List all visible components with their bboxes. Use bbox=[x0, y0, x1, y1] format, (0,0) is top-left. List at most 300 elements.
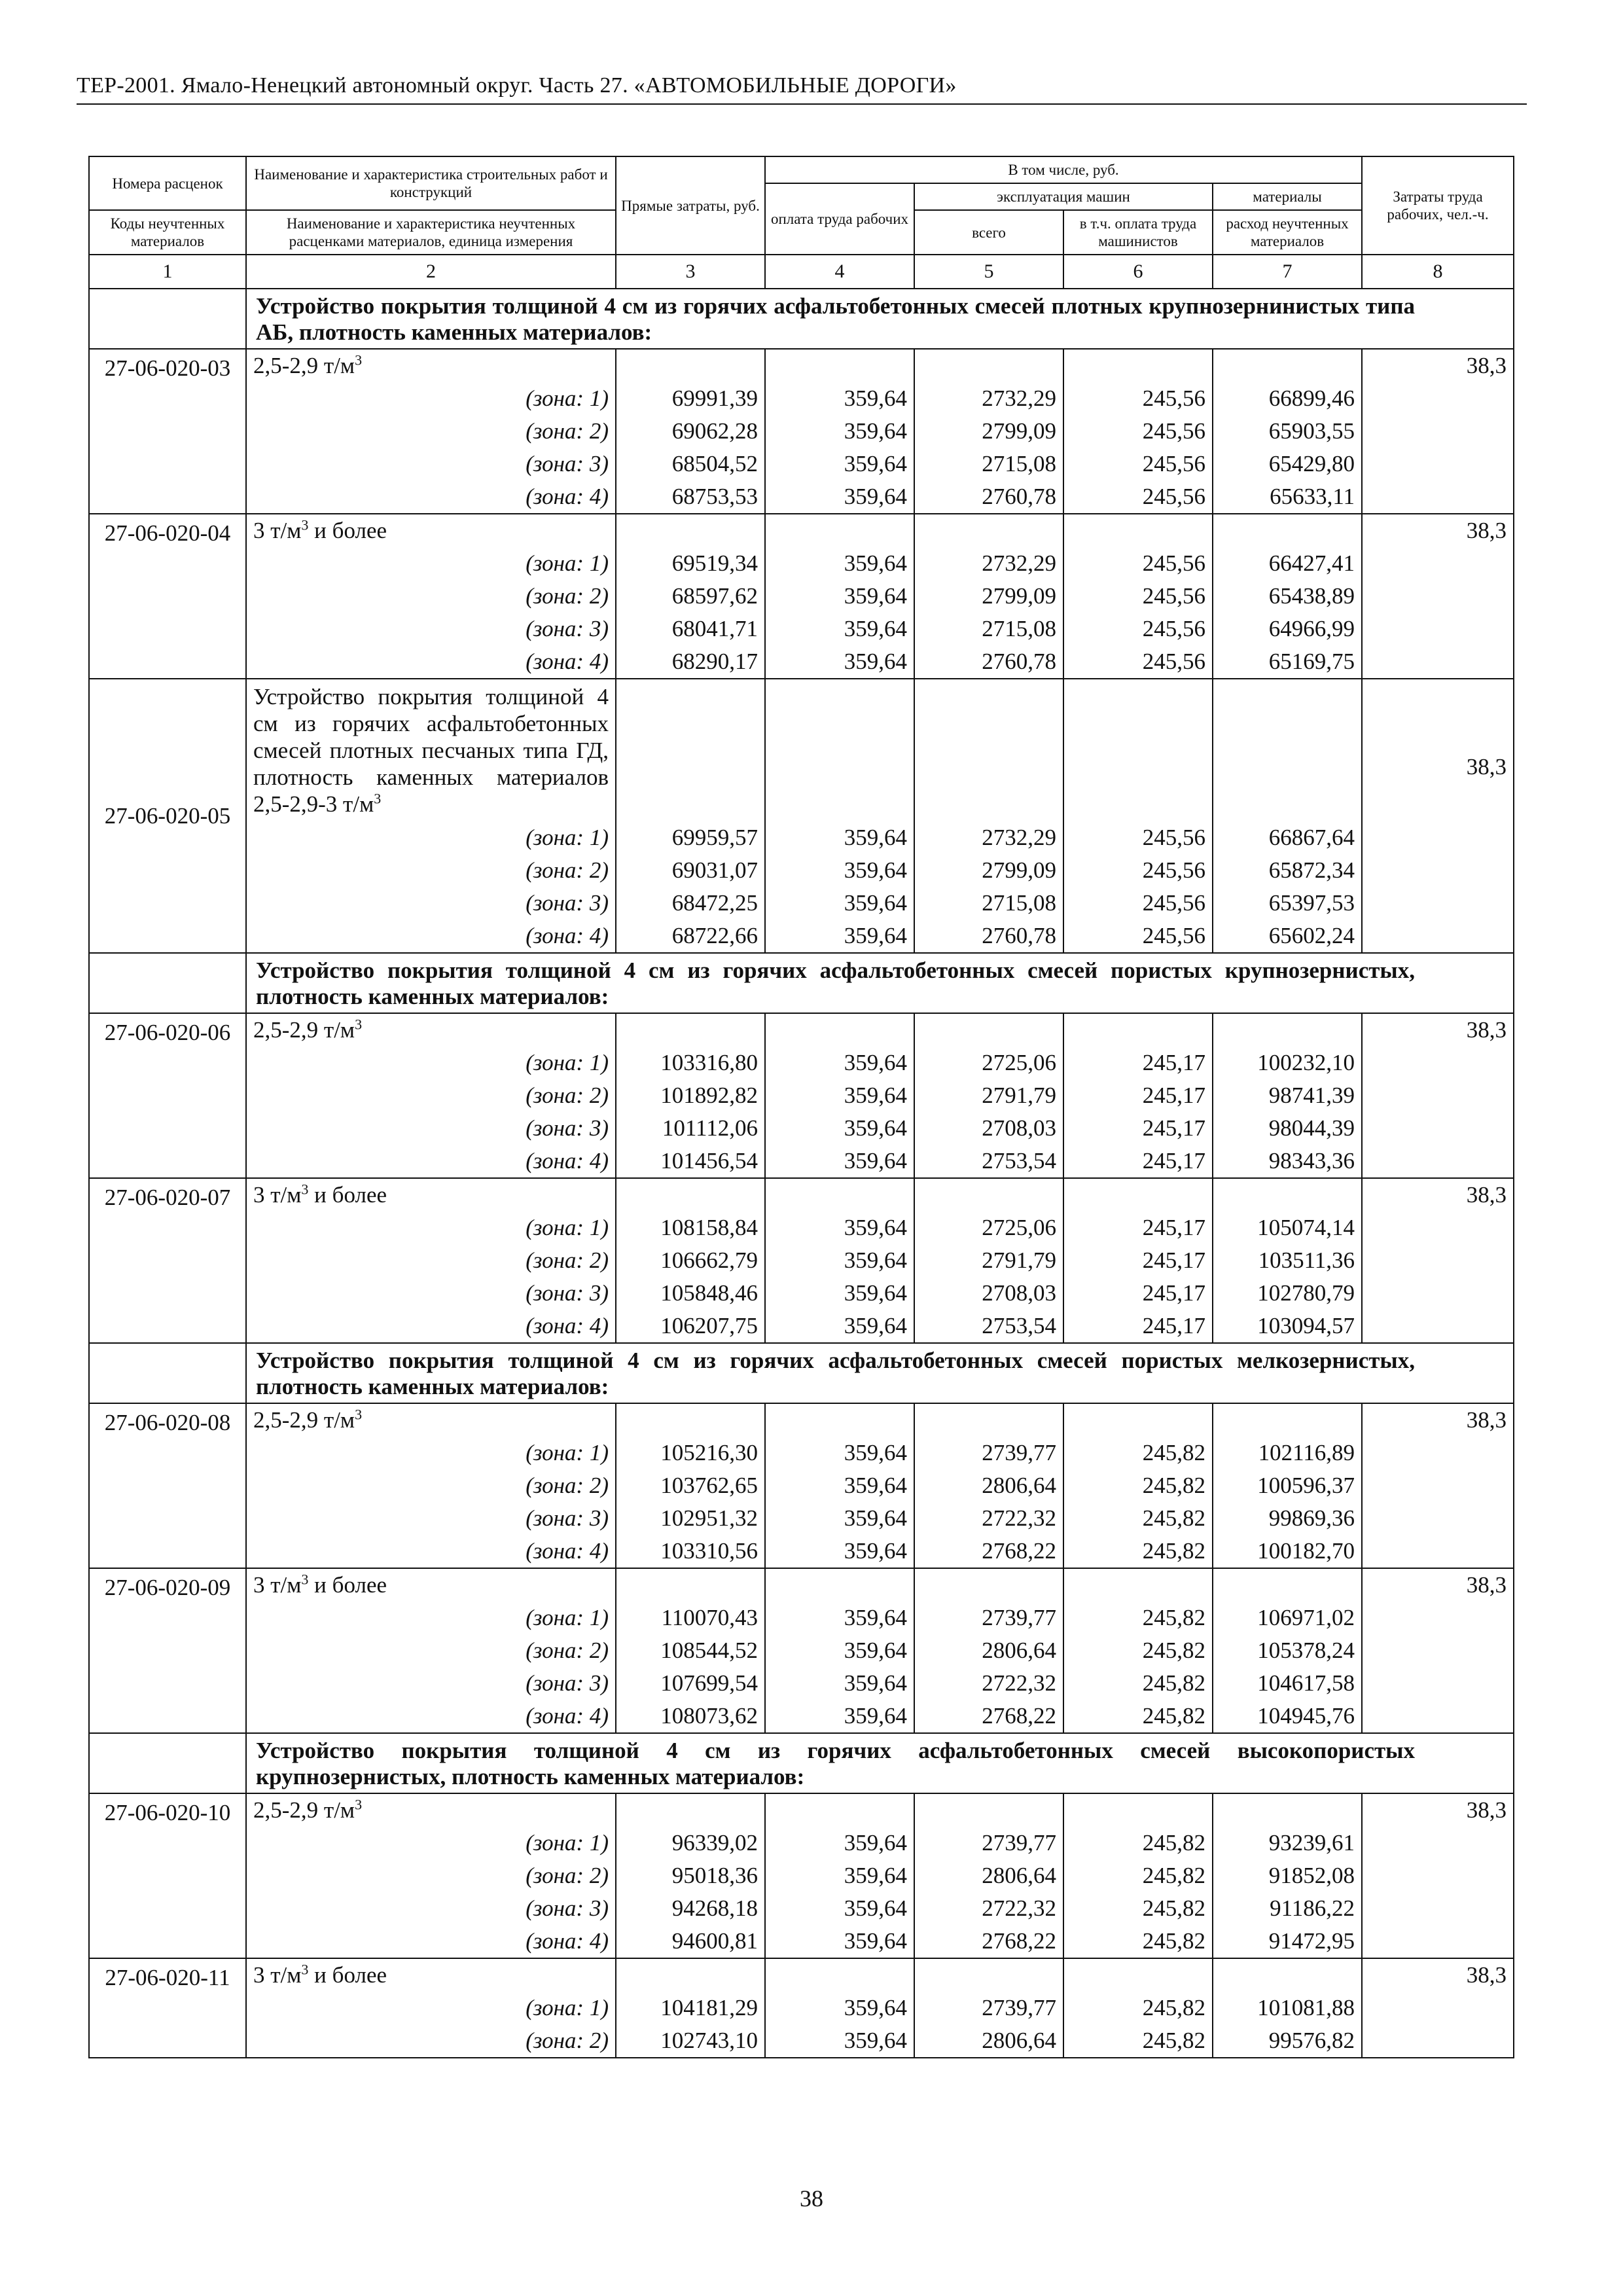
item-description-unit-power: 3 bbox=[355, 1016, 363, 1033]
machines-total: 2739,77 bbox=[914, 1992, 1063, 2024]
machines-total: 2791,79 bbox=[914, 1079, 1063, 1112]
materials-cost: 66899,46 bbox=[1213, 382, 1362, 415]
direct-cost: 69031,07 bbox=[616, 854, 765, 887]
labor-pay: 359,64 bbox=[765, 1244, 914, 1277]
materials-cost: 65169,75 bbox=[1213, 645, 1362, 679]
labor-pay: 359,64 bbox=[765, 854, 914, 887]
materials-cost: 65602,24 bbox=[1213, 920, 1362, 953]
empty-cell bbox=[914, 349, 1063, 382]
materials-cost: 105074,14 bbox=[1213, 1211, 1362, 1244]
zone-row bbox=[89, 1469, 1514, 1502]
direct-cost: 68472,25 bbox=[616, 887, 765, 920]
zone-label: (зона: 3) bbox=[246, 1667, 616, 1700]
item-description bbox=[246, 1013, 616, 1047]
direct-cost: 69062,28 bbox=[616, 415, 765, 448]
section-heading-row bbox=[89, 1343, 1514, 1403]
labor-pay: 359,64 bbox=[765, 1079, 914, 1112]
direct-cost: 105216,30 bbox=[616, 1437, 765, 1469]
machines-labor-pay: 245,56 bbox=[1063, 382, 1213, 415]
zone-row bbox=[89, 887, 1514, 920]
item-description bbox=[246, 514, 616, 547]
direct-cost: 103316,80 bbox=[616, 1047, 765, 1079]
item-description-text: 3 т/м bbox=[253, 1572, 302, 1598]
empty-cell bbox=[914, 514, 1063, 547]
machines-labor-pay: 245,82 bbox=[1063, 1859, 1213, 1892]
direct-cost: 95018,36 bbox=[616, 1859, 765, 1892]
zone-row bbox=[89, 2024, 1514, 2058]
document-title: ТЕР-2001. Ямало-Ненецкий автономный округ. Часть 27. «АВТОМОБИЛЬНЫЕ ДОРОГИ» bbox=[77, 73, 957, 98]
empty-cell bbox=[1213, 1958, 1362, 1992]
zone-label: (зона: 1) bbox=[246, 1047, 616, 1079]
zone-label: (зона: 3) bbox=[246, 1277, 616, 1310]
zone-label: (зона: 2) bbox=[246, 415, 616, 448]
labor-pay: 359,64 bbox=[765, 547, 914, 580]
direct-cost: 68597,62 bbox=[616, 580, 765, 613]
zone-row bbox=[89, 1925, 1514, 1958]
zone-row bbox=[89, 613, 1514, 645]
zone-label: (зона: 2) bbox=[246, 1634, 616, 1667]
item-description-text: 2,5-2,9 т/м bbox=[253, 1407, 355, 1433]
machines-labor-pay: 245,56 bbox=[1063, 580, 1213, 613]
column-index: 8 bbox=[1362, 255, 1514, 289]
zone-label: (зона: 4) bbox=[246, 920, 616, 953]
item-description-text: 2,5-2,9 т/м bbox=[253, 1797, 355, 1823]
labor-pay: 359,64 bbox=[765, 613, 914, 645]
zone-row bbox=[89, 1079, 1514, 1112]
labor-pay: 359,64 bbox=[765, 1047, 914, 1079]
zone-label: (зона: 4) bbox=[246, 645, 616, 679]
col-labor-pay: оплата труда рабочих bbox=[765, 183, 914, 255]
labor-pay: 359,64 bbox=[765, 1145, 914, 1178]
labor-pay: 359,64 bbox=[765, 920, 914, 953]
direct-cost: 105848,46 bbox=[616, 1277, 765, 1310]
machines-total: 2799,09 bbox=[914, 580, 1063, 613]
materials-cost: 103094,57 bbox=[1213, 1310, 1362, 1343]
col-machines-total: всего bbox=[914, 210, 1063, 255]
item-description-text: 3 т/м bbox=[253, 518, 302, 543]
empty-cell bbox=[616, 1178, 765, 1211]
materials-cost: 98343,36 bbox=[1213, 1145, 1362, 1178]
empty-cell bbox=[914, 1403, 1063, 1437]
col-code-top: Номера расценок bbox=[89, 156, 246, 210]
header-rule bbox=[77, 103, 1527, 105]
materials-cost: 102780,79 bbox=[1213, 1277, 1362, 1310]
zone-row bbox=[89, 1602, 1514, 1634]
zone-label: (зона: 2) bbox=[246, 1079, 616, 1112]
empty-cell bbox=[1063, 1958, 1213, 1992]
item-description bbox=[246, 1793, 616, 1827]
machines-labor-pay: 245,17 bbox=[1063, 1145, 1213, 1178]
direct-cost: 68041,71 bbox=[616, 613, 765, 645]
labor-hours: 38,3 bbox=[1362, 1403, 1514, 1568]
zone-label: (зона: 1) bbox=[246, 382, 616, 415]
empty-cell bbox=[765, 349, 914, 382]
direct-cost: 69959,57 bbox=[616, 821, 765, 854]
direct-cost: 103762,65 bbox=[616, 1469, 765, 1502]
machines-labor-pay: 245,82 bbox=[1063, 1437, 1213, 1469]
labor-pay: 359,64 bbox=[765, 1992, 914, 2024]
item-description bbox=[246, 349, 616, 382]
machines-labor-pay: 245,17 bbox=[1063, 1112, 1213, 1145]
zone-row bbox=[89, 1211, 1514, 1244]
item-description-text: 3 т/м bbox=[253, 1182, 302, 1208]
machines-labor-pay: 245,56 bbox=[1063, 920, 1213, 953]
zone-label: (зона: 4) bbox=[246, 1145, 616, 1178]
item-description bbox=[246, 1958, 616, 1992]
materials-cost: 98741,39 bbox=[1213, 1079, 1362, 1112]
materials-cost: 100596,37 bbox=[1213, 1469, 1362, 1502]
zone-row bbox=[89, 1112, 1514, 1145]
materials-cost: 106971,02 bbox=[1213, 1602, 1362, 1634]
materials-cost: 99576,82 bbox=[1213, 2024, 1362, 2058]
direct-cost: 106662,79 bbox=[616, 1244, 765, 1277]
empty-cell bbox=[1063, 1793, 1213, 1827]
rate-code: 27-06-020-08 bbox=[89, 1403, 246, 1568]
machines-total: 2715,08 bbox=[914, 613, 1063, 645]
empty-cell bbox=[765, 1013, 914, 1047]
labor-hours: 38,3 bbox=[1362, 1568, 1514, 1733]
machines-labor-pay: 245,56 bbox=[1063, 887, 1213, 920]
direct-cost: 101456,54 bbox=[616, 1145, 765, 1178]
labor-pay: 359,64 bbox=[765, 382, 914, 415]
machines-labor-pay: 245,82 bbox=[1063, 1925, 1213, 1958]
zone-label: (зона: 1) bbox=[246, 1992, 616, 2024]
direct-cost: 101892,82 bbox=[616, 1079, 765, 1112]
zone-row bbox=[89, 1892, 1514, 1925]
item-description-unit-power: 3 bbox=[355, 351, 363, 368]
empty-cell bbox=[1063, 679, 1213, 821]
machines-labor-pay: 245,82 bbox=[1063, 1469, 1213, 1502]
labor-hours: 38,3 bbox=[1362, 1178, 1514, 1343]
empty-cell bbox=[914, 1958, 1063, 1992]
labor-pay: 359,64 bbox=[765, 415, 914, 448]
labor-pay: 359,64 bbox=[765, 580, 914, 613]
empty-cell bbox=[914, 679, 1063, 821]
zone-row bbox=[89, 448, 1514, 480]
machines-labor-pay: 245,17 bbox=[1063, 1211, 1213, 1244]
zone-label: (зона: 2) bbox=[246, 2024, 616, 2058]
materials-cost: 99869,36 bbox=[1213, 1502, 1362, 1535]
labor-pay: 359,64 bbox=[765, 1437, 914, 1469]
item-description-unit-power: 3 bbox=[355, 1796, 363, 1813]
zone-label: (зона: 1) bbox=[246, 1437, 616, 1469]
zone-label: (зона: 3) bbox=[246, 887, 616, 920]
item-description-tail: и более bbox=[308, 1572, 387, 1598]
empty-cell bbox=[616, 1568, 765, 1602]
zone-label: (зона: 4) bbox=[246, 1310, 616, 1343]
materials-cost: 104617,58 bbox=[1213, 1667, 1362, 1700]
labor-hours: 38,3 bbox=[1362, 349, 1514, 514]
machines-labor-pay: 245,82 bbox=[1063, 2024, 1213, 2058]
col-materials: материалы bbox=[1213, 183, 1362, 210]
zone-label: (зона: 4) bbox=[246, 1535, 616, 1568]
machines-labor-pay: 245,82 bbox=[1063, 1634, 1213, 1667]
column-index: 5 bbox=[914, 255, 1063, 289]
zone-label: (зона: 1) bbox=[246, 547, 616, 580]
item-row bbox=[89, 1013, 1514, 1047]
empty-cell bbox=[616, 514, 765, 547]
zone-label: (зона: 1) bbox=[246, 821, 616, 854]
rate-code: 27-06-020-04 bbox=[89, 514, 246, 679]
machines-total: 2768,22 bbox=[914, 1535, 1063, 1568]
item-description bbox=[246, 1178, 616, 1211]
zone-row bbox=[89, 1992, 1514, 2024]
machines-total: 2732,29 bbox=[914, 547, 1063, 580]
item-row bbox=[89, 1403, 1514, 1437]
machines-labor-pay: 245,56 bbox=[1063, 480, 1213, 514]
zone-row bbox=[89, 1047, 1514, 1079]
zone-row bbox=[89, 920, 1514, 953]
item-row bbox=[89, 1793, 1514, 1827]
labor-pay: 359,64 bbox=[765, 1827, 914, 1859]
direct-cost: 68753,53 bbox=[616, 480, 765, 514]
rate-code: 27-06-020-09 bbox=[89, 1568, 246, 1733]
column-index: 2 bbox=[246, 255, 616, 289]
materials-cost: 103511,36 bbox=[1213, 1244, 1362, 1277]
materials-cost: 66867,64 bbox=[1213, 821, 1362, 854]
item-row bbox=[89, 1958, 1514, 1992]
zone-label: (зона: 4) bbox=[246, 1700, 616, 1733]
zone-row bbox=[89, 1535, 1514, 1568]
section-heading-row bbox=[89, 1733, 1514, 1793]
rate-code: 27-06-020-11 bbox=[89, 1958, 246, 2058]
labor-pay: 359,64 bbox=[765, 1112, 914, 1145]
labor-pay: 359,64 bbox=[765, 1667, 914, 1700]
direct-cost: 102743,10 bbox=[616, 2024, 765, 2058]
machines-labor-pay: 245,82 bbox=[1063, 1535, 1213, 1568]
zone-row bbox=[89, 1244, 1514, 1277]
empty-cell bbox=[1213, 679, 1362, 821]
machines-labor-pay: 245,56 bbox=[1063, 415, 1213, 448]
col-direct-costs: Прямые затраты, руб. bbox=[616, 156, 765, 255]
zone-label: (зона: 1) bbox=[246, 1602, 616, 1634]
col-including: В том числе, руб. bbox=[765, 156, 1362, 183]
machines-labor-pay: 245,17 bbox=[1063, 1310, 1213, 1343]
machines-labor-pay: 245,17 bbox=[1063, 1244, 1213, 1277]
materials-cost: 64966,99 bbox=[1213, 613, 1362, 645]
empty-cell bbox=[1213, 514, 1362, 547]
item-description-unit-power: 3 bbox=[301, 1181, 309, 1198]
labor-pay: 359,64 bbox=[765, 821, 914, 854]
table-header bbox=[89, 156, 1514, 289]
labor-hours: 38,3 bbox=[1362, 1958, 1514, 2058]
empty-cell bbox=[1063, 1013, 1213, 1047]
materials-cost: 100232,10 bbox=[1213, 1047, 1362, 1079]
labor-pay: 359,64 bbox=[765, 887, 914, 920]
item-description-text: 2,5-2,9 т/м bbox=[253, 353, 355, 378]
empty-cell bbox=[616, 679, 765, 821]
zone-label: (зона: 2) bbox=[246, 1859, 616, 1892]
col-code-bottom: Коды неучтенных материалов bbox=[89, 210, 246, 255]
materials-cost: 91472,95 bbox=[1213, 1925, 1362, 1958]
machines-labor-pay: 245,82 bbox=[1063, 1602, 1213, 1634]
zone-row bbox=[89, 645, 1514, 679]
zone-label: (зона: 3) bbox=[246, 1112, 616, 1145]
labor-hours: 38,3 bbox=[1362, 514, 1514, 679]
direct-cost: 108073,62 bbox=[616, 1700, 765, 1733]
machines-labor-pay: 245,56 bbox=[1063, 645, 1213, 679]
empty-cell bbox=[1063, 349, 1213, 382]
machines-labor-pay: 245,82 bbox=[1063, 1700, 1213, 1733]
col-name-bottom: Наименование и характеристика неучтенных расценками материалов, единица измерения bbox=[246, 210, 616, 255]
zone-label: (зона: 2) bbox=[246, 580, 616, 613]
zone-row bbox=[89, 1145, 1514, 1178]
empty-cell bbox=[616, 1793, 765, 1827]
empty-cell bbox=[1063, 1403, 1213, 1437]
labor-pay: 359,64 bbox=[765, 645, 914, 679]
machines-labor-pay: 245,82 bbox=[1063, 1992, 1213, 2024]
machines-total: 2760,78 bbox=[914, 920, 1063, 953]
column-index-row bbox=[89, 255, 1514, 289]
machines-labor-pay: 245,56 bbox=[1063, 821, 1213, 854]
rate-code: 27-06-020-05 bbox=[89, 679, 246, 953]
machines-total: 2768,22 bbox=[914, 1700, 1063, 1733]
labor-pay: 359,64 bbox=[765, 1502, 914, 1535]
machines-labor-pay: 245,56 bbox=[1063, 448, 1213, 480]
machines-labor-pay: 245,82 bbox=[1063, 1892, 1213, 1925]
machines-total: 2799,09 bbox=[914, 854, 1063, 887]
labor-pay: 359,64 bbox=[765, 1925, 914, 1958]
labor-pay: 359,64 bbox=[765, 1277, 914, 1310]
labor-pay: 359,64 bbox=[765, 1211, 914, 1244]
table-body bbox=[89, 289, 1514, 2058]
materials-cost: 104945,76 bbox=[1213, 1700, 1362, 1733]
column-index: 7 bbox=[1213, 255, 1362, 289]
machines-total: 2708,03 bbox=[914, 1277, 1063, 1310]
machines-total: 2799,09 bbox=[914, 415, 1063, 448]
direct-cost: 68504,52 bbox=[616, 448, 765, 480]
labor-pay: 359,64 bbox=[765, 1634, 914, 1667]
labor-pay: 359,64 bbox=[765, 1859, 914, 1892]
direct-cost: 107699,54 bbox=[616, 1667, 765, 1700]
materials-cost: 91852,08 bbox=[1213, 1859, 1362, 1892]
zone-row bbox=[89, 547, 1514, 580]
item-description bbox=[246, 1403, 616, 1437]
machines-total: 2806,64 bbox=[914, 1859, 1063, 1892]
section-heading-spacer bbox=[89, 1343, 246, 1403]
empty-cell bbox=[1063, 1568, 1213, 1602]
item-row bbox=[89, 1568, 1514, 1602]
empty-cell bbox=[1213, 1793, 1362, 1827]
zone-label: (зона: 2) bbox=[246, 1469, 616, 1502]
empty-cell bbox=[765, 679, 914, 821]
item-description-text: 2,5-2,9 т/м bbox=[253, 1017, 355, 1043]
price-table bbox=[88, 156, 1514, 2058]
direct-cost: 68722,66 bbox=[616, 920, 765, 953]
item-row bbox=[89, 679, 1514, 821]
labor-pay: 359,64 bbox=[765, 448, 914, 480]
empty-cell bbox=[765, 1793, 914, 1827]
machines-labor-pay: 245,56 bbox=[1063, 613, 1213, 645]
direct-cost: 101112,06 bbox=[616, 1112, 765, 1145]
materials-cost: 65903,55 bbox=[1213, 415, 1362, 448]
labor-pay: 359,64 bbox=[765, 480, 914, 514]
machines-total: 2725,06 bbox=[914, 1047, 1063, 1079]
empty-cell bbox=[765, 514, 914, 547]
col-machines: эксплуатация машин bbox=[914, 183, 1213, 210]
labor-pay: 359,64 bbox=[765, 1469, 914, 1502]
materials-cost: 102116,89 bbox=[1213, 1437, 1362, 1469]
labor-pay: 359,64 bbox=[765, 1700, 914, 1733]
empty-cell bbox=[1213, 349, 1362, 382]
rate-code: 27-06-020-06 bbox=[89, 1013, 246, 1178]
section-heading-row bbox=[89, 953, 1514, 1013]
empty-cell bbox=[914, 1013, 1063, 1047]
column-index: 6 bbox=[1063, 255, 1213, 289]
machines-labor-pay: 245,56 bbox=[1063, 854, 1213, 887]
item-description bbox=[246, 1568, 616, 1602]
empty-cell bbox=[765, 1178, 914, 1211]
empty-cell bbox=[1213, 1013, 1362, 1047]
materials-cost: 65633,11 bbox=[1213, 480, 1362, 514]
labor-pay: 359,64 bbox=[765, 1535, 914, 1568]
direct-cost: 69991,39 bbox=[616, 382, 765, 415]
zone-label: (зона: 3) bbox=[246, 1892, 616, 1925]
machines-total: 2708,03 bbox=[914, 1112, 1063, 1145]
zone-row bbox=[89, 1310, 1514, 1343]
col-machines-labor: в т.ч. оплата труда машинистов bbox=[1063, 210, 1213, 255]
zone-row bbox=[89, 1502, 1514, 1535]
empty-cell bbox=[616, 1013, 765, 1047]
labor-pay: 359,64 bbox=[765, 2024, 914, 2058]
machines-total: 2715,08 bbox=[914, 887, 1063, 920]
item-description-unit-power: 3 bbox=[301, 516, 309, 533]
machines-total: 2806,64 bbox=[914, 2024, 1063, 2058]
machines-total: 2760,78 bbox=[914, 645, 1063, 679]
item-description-text: 3 т/м bbox=[253, 1962, 302, 1988]
direct-cost: 110070,43 bbox=[616, 1602, 765, 1634]
zone-row bbox=[89, 1277, 1514, 1310]
machines-labor-pay: 245,17 bbox=[1063, 1277, 1213, 1310]
zone-label: (зона: 1) bbox=[246, 1827, 616, 1859]
materials-cost: 100182,70 bbox=[1213, 1535, 1362, 1568]
empty-cell bbox=[1063, 514, 1213, 547]
zone-row bbox=[89, 415, 1514, 448]
machines-total: 2725,06 bbox=[914, 1211, 1063, 1244]
labor-hours: 38,3 bbox=[1362, 1793, 1514, 1958]
machines-total: 2768,22 bbox=[914, 1925, 1063, 1958]
machines-total: 2732,29 bbox=[914, 821, 1063, 854]
column-index: 3 bbox=[616, 255, 765, 289]
materials-cost: 65429,80 bbox=[1213, 448, 1362, 480]
zone-label: (зона: 4) bbox=[246, 480, 616, 514]
empty-cell bbox=[1063, 1178, 1213, 1211]
zone-row bbox=[89, 580, 1514, 613]
zone-row bbox=[89, 1437, 1514, 1469]
labor-hours: 38,3 bbox=[1362, 679, 1514, 953]
zone-row bbox=[89, 821, 1514, 854]
zone-row bbox=[89, 382, 1514, 415]
materials-cost: 91186,22 bbox=[1213, 1892, 1362, 1925]
empty-cell bbox=[765, 1568, 914, 1602]
empty-cell bbox=[1213, 1403, 1362, 1437]
machines-total: 2739,77 bbox=[914, 1437, 1063, 1469]
item-row bbox=[89, 349, 1514, 382]
zone-row bbox=[89, 1667, 1514, 1700]
column-index: 4 bbox=[765, 255, 914, 289]
item-description-unit-power: 3 bbox=[301, 1571, 309, 1588]
item-description-unit-power: 3 bbox=[355, 1406, 363, 1423]
section-heading-spacer bbox=[89, 289, 246, 349]
zone-row bbox=[89, 480, 1514, 514]
page-header bbox=[77, 73, 1527, 105]
col-materials-sub: расход неучтенных материалов bbox=[1213, 210, 1362, 255]
machines-total: 2753,54 bbox=[914, 1145, 1063, 1178]
machines-total: 2791,79 bbox=[914, 1244, 1063, 1277]
section-heading: Устройство покрытия толщиной 4 см из горячих асфальтобетонных смесей плотных крупнозернинистых типа АБ, плотность каменных материалов: bbox=[246, 289, 1514, 349]
section-heading-spacer bbox=[89, 953, 246, 1013]
empty-cell bbox=[616, 1403, 765, 1437]
